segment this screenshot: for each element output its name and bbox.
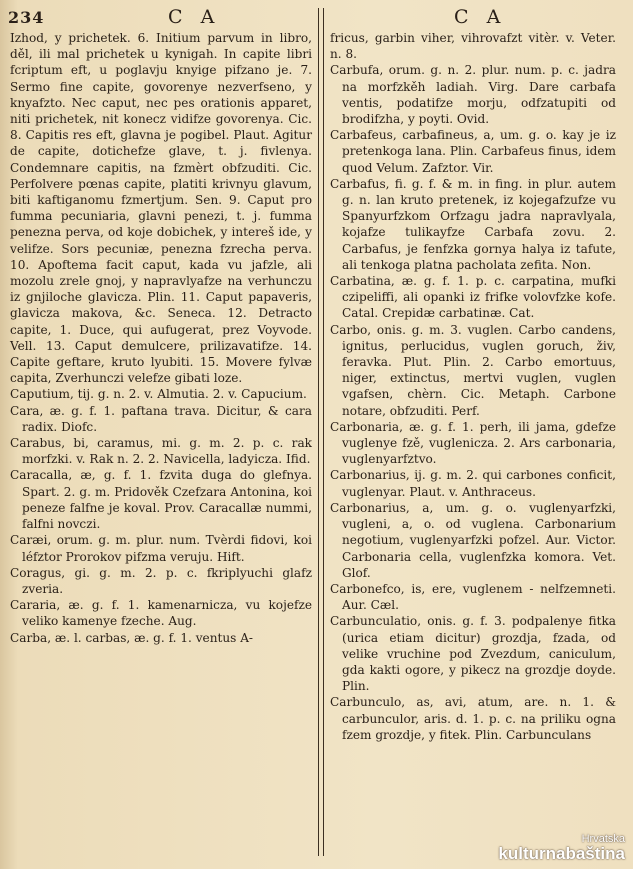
dictionary-entry: Carbonefco, is, ere, vuglenem - nelfzemneti. Aur. Cæl. bbox=[330, 581, 616, 613]
dictionary-entry: Izhod, y prichetek. 6. Initium parvum in libro, děl, ili mal prichetek u kynigah. In capite libri fcriptum eft, u poglavju knyige pifzano je. 7. Sermo fine capite, govorenye nezverfseno, y knyafzto. Nec caput, nec pes orationis apparet, niti prichetek, nit konecz vidifze govorenya. Cic. 8. Capitis res eft, glavna je pogibel. Plaut. Agitur de capite, dotichefze glave, t. j. fivlenya. Condemnare capitis, na fzmèrt obfzuditi. Cic. Perfolvere pœnas capite, platiti krivnyu glavum, biti kaftiganomu fzmertjum. Sen. 9. Caput pro fumma pecuniaria, glavni penezi, t. j. fumma penezna perva, od koje dobichek, y intereš ide, y velifze. Sors pecuniæ, penezna fzrecha perva. 10. Apoftema facit caput, kada vu jafzle, ali mozolu zrele gnoj, y napravlyafze na verhunczu iz gnjiloche glavicza. Plin. 11. Caput papaveris, glavicza makova, &c. Seneca. 12. Detracto capite, 1. Duce, qui aufugerat, prez Voyvode. Vell. 13. Caput demulcere, prilizavatifze. 14. Capite geftare, kruto lyubiti. 15. Movere fylvæ capita, Zverhunczi velefze gibati loze. bbox=[10, 31, 312, 386]
watermark-line-1: Hrvatska bbox=[581, 833, 625, 845]
dictionary-entry: Carbatina, æ. g. f. 1. p. c. carpatina, mufki czipeliffi, ali opanki iz frifke volovfzke kofe. Catal. Crepidæ carbatinæ. Cat. bbox=[330, 274, 616, 321]
dictionary-entry: Carabus, bi, caramus, mi. g. m. 2. p. c. rak morfzki. v. Rak n. 2. 2. Navicella, ladyicza. Ifid. bbox=[10, 436, 312, 467]
dictionary-entry: Caputium, tij. g. n. 2. v. Almutia. 2. v. Capucium. bbox=[10, 387, 307, 402]
running-head-right: C A bbox=[454, 6, 507, 28]
page-header bbox=[0, 4, 633, 32]
dictionary-entry: Carbafeus, carbafineus, a, um. g. o. kay je iz pretenkoga lana. Plin. Carbafeus finus, idem quod Velum. Zafztor. Vir. bbox=[330, 128, 616, 175]
dictionary-entry: Carbunculatio, onis. g. f. 3. podpalenye fitka (urica etiam dicitur) grozdja, fzada, od velike vruchine pod Zvezdum, caniculum, gda kakti ogore, y pikecz na grozdje doyde. Plin. bbox=[330, 614, 616, 694]
dictionary-entry: Coragus, gi. g. m. 2. p. c. fkriplyuchi glafz zveria. bbox=[10, 565, 312, 596]
dictionary-entry: Carbunculo, as, avi, atum, are. n. 1. & carbunculor, aris. d. 1. p. c. na priliku ogna fzem grozdje, y fitek. Plin. Carbunculans bbox=[330, 695, 616, 742]
dictionary-entry: fricus, garbin viher, vihrovafzt vitèr. v. Veter. n. 8. bbox=[330, 31, 616, 62]
dictionary-entry: Carbonarius, ij. g. m. 2. qui carbones conficit, vuglenyar. Plaut. v. Anthraceus. bbox=[330, 468, 616, 499]
right-column bbox=[330, 30, 616, 743]
dictionary-entry: Cararia, æ. g. f. 1. kamenarnicza, vu kojefze veliko kamenye fzeche. Aug. bbox=[10, 598, 312, 629]
dictionary-entry: Carba, æ. l. carbas, æ. g. f. 1. ventus A- bbox=[10, 630, 254, 645]
dictionary-entry: Caræi, orum. g. m. plur. num. Tvèrdi fidovi, koi léfztor Prorokov pifzma veruju. Hift. bbox=[10, 533, 312, 564]
dictionary-entry: Cara, æ. g. f. 1. paftana trava. Dicitur, & cara radix. Diofc. bbox=[10, 403, 312, 434]
watermark-line-2: kulturnabaština bbox=[498, 844, 625, 863]
dictionary-entry: Carbo, onis. g. m. 3. vuglen. Carbo candens, ignitus, perlucidus, vuglen goruch, živ, feravka. Plut. Plin. 2. Carbo emortuus, niger, extinctus, mertvi vuglen, vuglen vgafsen, chèrn. Cic. Metaph. Carbone notare, obfzuditi. Perf. bbox=[330, 322, 616, 418]
dictionary-entry: Carbufa, orum. g. n. 2. plur. num. p. c. jadra na morfzkěh ladiah. Virg. Dare carbafa ventis, podatifze morju, odfzatupiti od brodifzha, y poyti. Ovid. bbox=[330, 63, 616, 127]
left-column bbox=[10, 30, 312, 646]
dictionary-entry: Carbonarius, a, um. g. o. vuglenyarfzki, vugleni, a, o. od vuglena. Carbonarium negotium, vuglenyarfzki pofzel. Aur. Victor. Carbonaria cella, vuglenfzka komora. Vet. Glof. bbox=[330, 500, 616, 580]
dictionary-entry: Carbonaria, æ. g. f. 1. perh, ili jama, gdefze vuglenye fzě, vuglenicza. 2. Ars carbonaria, vuglenyarfztvo. bbox=[330, 419, 616, 467]
running-head-left: C A bbox=[168, 6, 221, 28]
column-divider bbox=[318, 8, 324, 856]
dictionary-entry: Caracalla, æ, g. f. 1. fzvita duga do glefnya. Spart. 2. g. m. Pridověk Czefzara Antonina, koi peneze falfne je koval. Prov. Caracallæ nummi, falfni novczi. bbox=[10, 468, 312, 532]
dictionary-entry: Carbafus, fi. g. f. & m. in fing. in plur. autem g. n. lan kruto pretenek, iz kojegafzufze vu Spanyurfzkom Orfzagu jadra napravlyala, kojafze tulikayfze Carbafa zovu. 2. Carbafus, je fenfzka gornya halya iz tafute, ali tenkoga platna pacholata zefita. Non. bbox=[330, 176, 616, 272]
watermark-logo bbox=[498, 833, 625, 863]
page-number: 234 bbox=[8, 8, 45, 27]
